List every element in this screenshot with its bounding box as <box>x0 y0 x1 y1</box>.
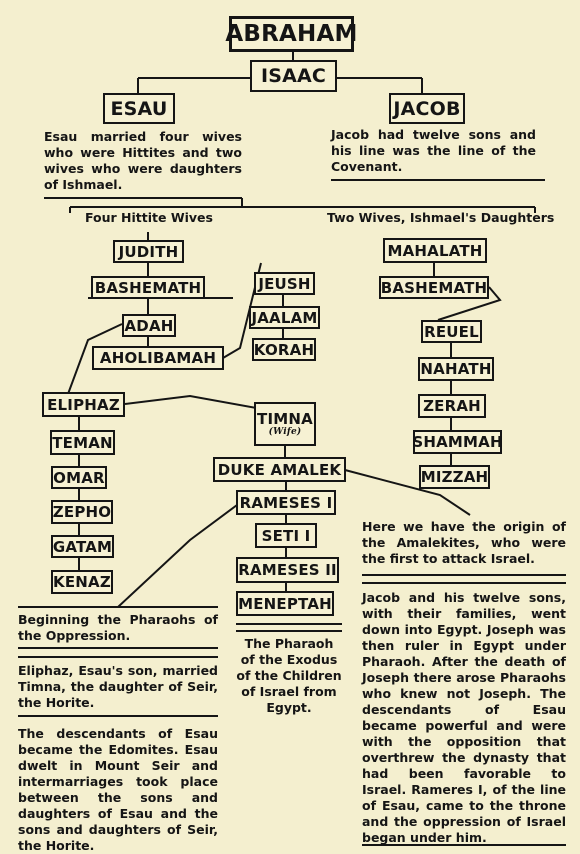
seti-i-box: SETI I <box>255 523 317 548</box>
exodus-note: The Pharaoh of the Exodus of the Children of Israel from Egypt. <box>236 636 342 715</box>
mizzah-box: MIZZAH <box>419 465 490 489</box>
zerah-box: ZERAH <box>418 394 486 418</box>
eliphaz-box: ELIPHAZ <box>42 392 125 417</box>
jacob-note: Jacob had twelve sons and his line was the line of the Covenant. <box>331 127 536 174</box>
timna-wife-label: (Wife) <box>268 426 302 437</box>
abraham-box: ABRAHAM <box>229 16 354 52</box>
omar-box: OMAR <box>51 466 107 489</box>
edomites-note: The descendants of Esau became the Edomites. Esau dwelt in Mount Seir and intermarriages took place between the sons and daughters of Esau and the sons and daughters of Seir, the Horite. <box>18 726 218 853</box>
nahath-box: NAHATH <box>418 357 494 381</box>
adah-box: ADAH <box>122 314 176 337</box>
pharaohs-note: Beginning the Pharaohs of the Oppression. <box>18 612 218 643</box>
shammah-box: SHAMMAH <box>413 430 502 454</box>
esau-box: ESAU <box>103 93 175 124</box>
kenaz-box: KENAZ <box>51 570 113 594</box>
esau-note: Esau married four wives who were Hittites and two wives who were daughters of Ishmael. <box>44 129 242 192</box>
teman-box: TEMAN <box>50 430 115 455</box>
gatam-box: GATAM <box>51 535 114 558</box>
aholibamah-box: AHOLIBAMAH <box>92 346 224 370</box>
amalekites-note: Here we have the origin of the Amalekites, who were the first to attack Israel. <box>362 519 566 566</box>
eliphaz-note: Eliphaz, Esau's son, married Timna, the daughter of Seir, the Horite. <box>18 663 218 710</box>
bashemath-right-box: BASHEMATH <box>379 276 489 299</box>
reuel-box: REUEL <box>421 320 482 343</box>
jacob-box: JACOB <box>389 93 465 124</box>
meneptah-box: MENEPTAH <box>236 591 334 616</box>
jeush-box: JEUSH <box>254 272 315 295</box>
timna-name: TIMNA <box>257 409 313 428</box>
judith-box: JUDITH <box>113 240 184 263</box>
rameses-ii-box: RAMESES II <box>236 557 339 583</box>
egypt-note: Jacob and his twelve sons, with their families, went down into Egypt. Joseph was then ruler in Egypt under Pharaoh. After the death of Joseph there arose Pharaohs who knew not Joseph. The descendants of Esau became powerful and were with the opposition that overthrew the dynasty that had been favorable to Israel. Rameres I, of the line of Esau, came to the throne and the oppression of Israel began under him. <box>362 590 566 845</box>
bashemath-left-box: BASHEMATH <box>91 276 205 299</box>
rameses-i-box: RAMESES I <box>236 490 336 515</box>
korah-box: KORAH <box>252 338 316 361</box>
two-wives-label: Two Wives, Ishmael's Daughters <box>327 210 555 225</box>
four-hittite-wives-label: Four Hittite Wives <box>85 210 213 225</box>
mahalath-box: MAHALATH <box>383 238 487 263</box>
timna-box <box>254 402 316 446</box>
isaac-box: ISAAC <box>250 60 337 92</box>
jaalam-box: JAALAM <box>249 306 320 329</box>
duke-amalek-box: DUKE AMALEK <box>213 457 346 482</box>
zepho-box: ZEPHO <box>51 500 113 524</box>
